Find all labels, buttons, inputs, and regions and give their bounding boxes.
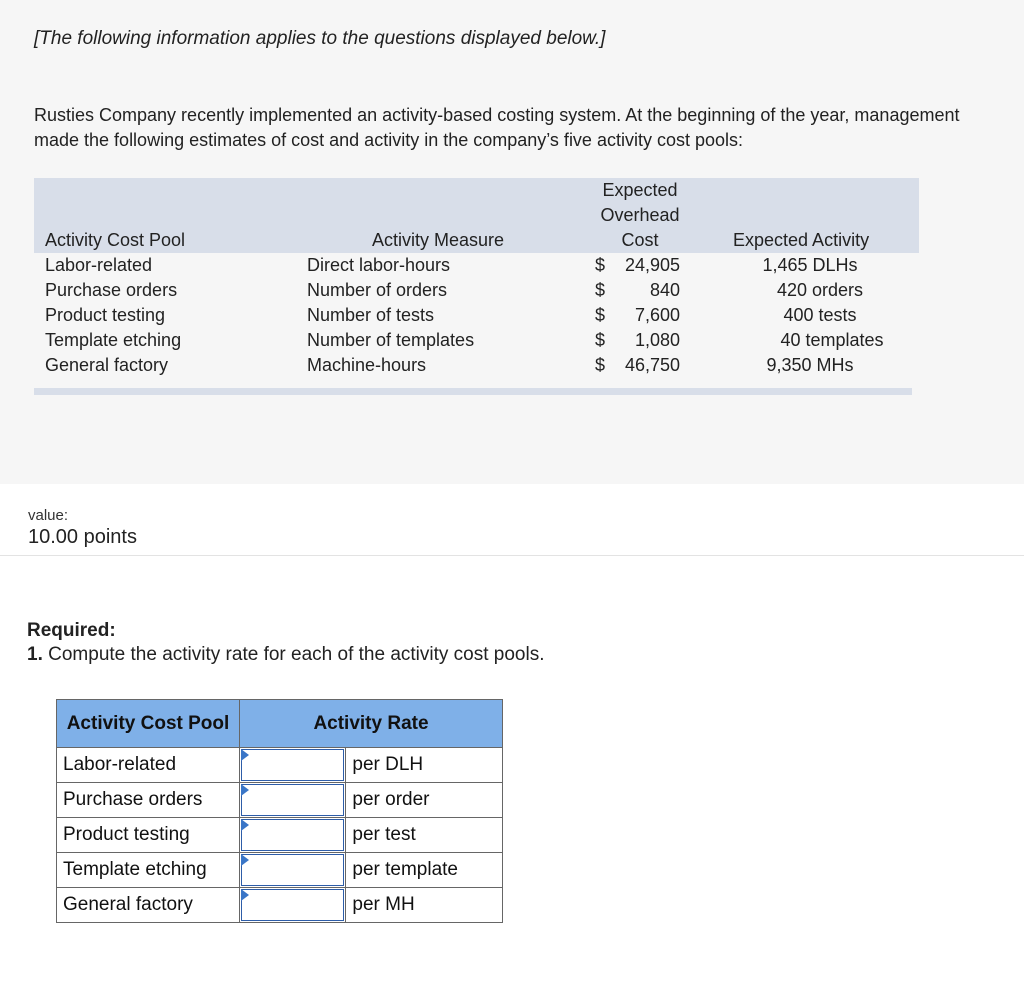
header-cost-line1: Expected — [602, 180, 678, 200]
est-dollar: $ — [595, 330, 606, 350]
answer-header-pool: Activity Cost Pool — [57, 700, 240, 748]
question-text: Compute the activity rate for each of the activity cost pools. — [48, 644, 545, 665]
answer-header-rate: Activity Rate — [240, 700, 503, 748]
header-activity-cost-pool: Activity Cost Pool — [45, 230, 186, 250]
rate-input-template-etching[interactable] — [241, 854, 344, 886]
est-pool: Template etching — [45, 330, 182, 350]
required-heading: Required: — [27, 620, 116, 641]
est-measure: Number of templates — [307, 330, 475, 350]
triangle-marker-icon — [241, 784, 249, 796]
header-cost-line3: Cost — [621, 230, 659, 250]
answer-pool: Purchase orders — [57, 783, 240, 818]
header-cost-line2: Overhead — [600, 205, 680, 225]
est-pool: Purchase orders — [45, 280, 178, 300]
problem-paragraph: Rusties Company recently implemented an activity-based costing system. At the beginning of the year, management made the following estimates of cost and activity in the company’s five activity cost pools: — [34, 105, 960, 150]
rate-input-product-testing[interactable] — [241, 819, 344, 851]
header-activity-measure: Activity Measure — [372, 230, 505, 250]
answer-cell — [240, 818, 346, 853]
est-activity: 9,350 MHs — [766, 355, 854, 375]
rate-input-general-factory[interactable] — [241, 889, 344, 921]
est-cost: 46,750 — [624, 355, 680, 375]
est-dollar: $ — [595, 355, 606, 375]
intro-note: [The following information applies to the questions displayed below.] — [34, 28, 606, 49]
table-row — [57, 888, 503, 923]
header-expected-activity: Expected Activity — [733, 230, 870, 250]
est-activity: 420 orders — [776, 280, 864, 300]
estimates-table — [34, 178, 919, 396]
table-row — [57, 783, 503, 818]
est-cost: 7,600 — [634, 305, 680, 325]
est-activity: 40 templates — [780, 330, 884, 350]
est-pool: Product testing — [45, 305, 166, 325]
rate-input-labor-related[interactable] — [241, 749, 344, 781]
answer-pool: Labor-related — [57, 748, 240, 783]
estimates-footer-band — [34, 388, 912, 395]
value-label: value: — [28, 507, 69, 524]
answer-unit: per order — [346, 783, 503, 818]
question-number: 1. — [27, 644, 43, 665]
est-cost: 840 — [649, 280, 680, 300]
answer-pool: General factory — [57, 888, 240, 923]
triangle-marker-icon — [241, 889, 249, 901]
est-dollar: $ — [595, 305, 606, 325]
est-activity: 400 tests — [783, 305, 857, 325]
answer-unit: per template — [346, 853, 503, 888]
est-activity: 1,465 DLHs — [762, 255, 858, 275]
answer-table — [56, 699, 503, 923]
points-value: 10.00 points — [28, 526, 137, 548]
triangle-marker-icon — [241, 854, 249, 866]
triangle-marker-icon — [241, 749, 249, 761]
rate-input-purchase-orders[interactable] — [241, 784, 344, 816]
info-panel — [0, 0, 1024, 484]
triangle-marker-icon — [241, 819, 249, 831]
est-cost: 24,905 — [624, 255, 680, 275]
est-measure: Number of orders — [307, 280, 448, 300]
answer-unit: per test — [346, 818, 503, 853]
answer-pool: Template etching — [57, 853, 240, 888]
answer-cell — [240, 748, 346, 783]
table-row — [57, 853, 503, 888]
est-measure: Number of tests — [307, 305, 435, 325]
answer-unit: per MH — [346, 888, 503, 923]
est-dollar: $ — [595, 255, 606, 275]
est-measure: Direct labor-hours — [307, 255, 451, 275]
table-row — [57, 818, 503, 853]
answer-pool: Product testing — [57, 818, 240, 853]
table-row — [57, 748, 503, 783]
question-1 — [27, 644, 545, 666]
answer-cell — [240, 783, 346, 818]
est-pool: General factory — [45, 355, 169, 375]
answer-unit: per DLH — [346, 748, 503, 783]
answer-cell — [240, 888, 346, 923]
est-pool: Labor-related — [45, 255, 153, 275]
est-dollar: $ — [595, 280, 606, 300]
est-measure: Machine-hours — [307, 355, 427, 375]
answer-header-row — [57, 700, 503, 748]
answer-cell — [240, 853, 346, 888]
divider — [0, 555, 1024, 556]
est-cost: 1,080 — [634, 330, 680, 350]
